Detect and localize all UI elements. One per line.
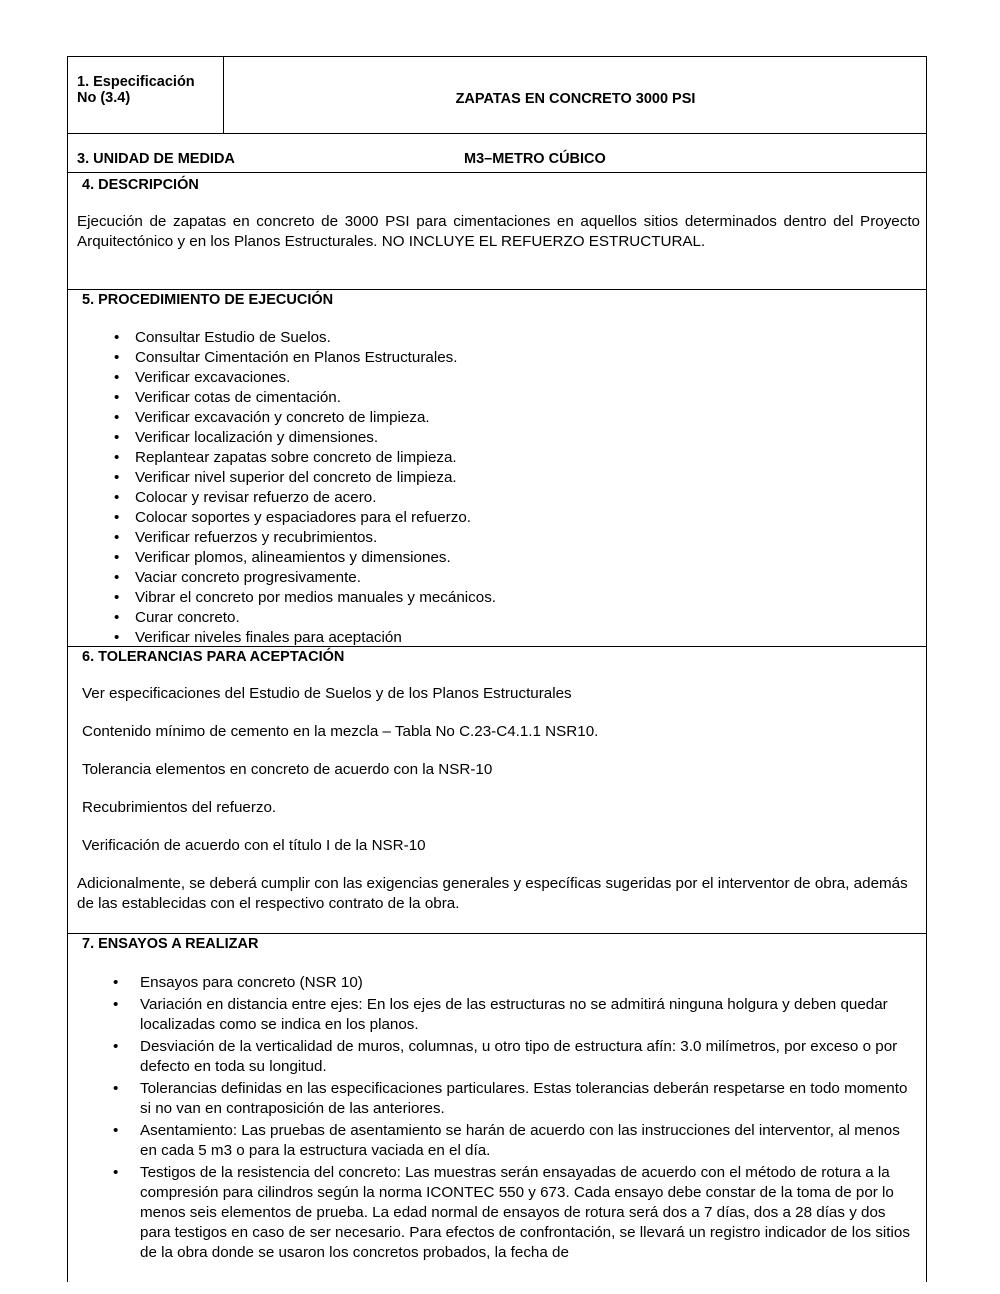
list-item: • Verificar cotas de cimentación.	[68, 388, 908, 408]
tolerancia-line: Contenido mínimo de cemento en la mezcla – Tabla No C.23-C4.1.1 NSR10.	[82, 723, 599, 740]
list-item: • Tolerancias definidas en las especificaciones particulares. Estas tolerancias deberán respetarse en todo momento si no van en contraposición de las anteriores.	[68, 1079, 920, 1119]
list-item: • Replantear zapatas sobre concreto de limpieza.	[68, 448, 908, 468]
row-divider-tolerancias	[68, 933, 926, 934]
list-item: • Verificar niveles finales para aceptación	[68, 628, 908, 648]
list-item: • Verificar refuerzos y recubrimientos.	[68, 528, 908, 548]
row-divider-unidad	[68, 172, 926, 173]
list-item: • Asentamiento: Las pruebas de asentamiento se harán de acuerdo con las instrucciones del interventor, al menos en cada 5 m3 o para la estructura vaciada en el día.	[68, 1121, 920, 1161]
list-item: • Desviación de la verticalidad de muros, columnas, u otro tipo de estructura afín: 3.0 milímetros, por exceso o por defecto en toda su longitud.	[68, 1037, 920, 1077]
list-item: • Verificar localización y dimensiones.	[68, 428, 908, 448]
list-item: • Testigos de la resistencia del concreto: Las muestras serán ensayadas de acuerdo con el método de rotura a la compresión para cilindros según la norma ICONTEC 550 y 673. Cada ensayo debe constar de la toma de por lo menos seis elementos de prueba. La edad normal de ensayos de rotura será dos a 7 días, dos a 28 días y dos para testigos en caso de ser necesario. Para efectos de confrontación, se llevará un registro indicador de los sitios de la obra donde se usaron los concretos probados, la fecha de	[68, 1163, 920, 1263]
procedimiento-list	[68, 328, 908, 648]
unidad-value: M3–METRO CÚBICO	[464, 151, 606, 167]
descripcion-heading: 4. DESCRIPCIÓN	[82, 177, 199, 193]
descripcion-text: Ejecución de zapatas en concreto de 3000 PSI para cimentaciones en aquellos sitios determinados dentro del Proyecto Arquitectónico y en los Planos Estructurales. NO INCLUYE EL REFUERZO ESTRUCTURAL.	[77, 213, 920, 250]
tolerancia-line: Ver especificaciones del Estudio de Suelos y de los Planos Estructurales	[82, 685, 572, 702]
list-item: • Ensayos para concreto (NSR 10)	[68, 973, 920, 993]
list-item: • Curar concreto.	[68, 608, 908, 628]
spec-table	[67, 56, 927, 1282]
list-item: • Colocar y revisar refuerzo de acero.	[68, 488, 908, 508]
list-item: • Verificar excavación y concreto de limpieza.	[68, 408, 908, 428]
tolerancia-line: Recubrimientos del refuerzo.	[82, 799, 277, 816]
list-item: • Variación en distancia entre ejes: En los ejes de las estructuras no se admitirá ninguna holgura y deben quedar localizadas como se indica en los planos.	[68, 995, 920, 1035]
tolerancias-closing: Adicionalmente, se deberá cumplir con las exigencias generales y específicas sugeridas por el interventor de obra, además de las establecidas con el respectivo contrato de la obra.	[77, 875, 908, 912]
list-item: • Verificar plomos, alineamientos y dimensiones.	[68, 548, 908, 568]
spec-title: ZAPATAS EN CONCRETO 3000 PSI	[455, 91, 696, 107]
list-item: • Vibrar el concreto por medios manuales y mecánicos.	[68, 588, 908, 608]
row-divider-descripcion	[68, 289, 926, 290]
unidad-label: 3. UNIDAD DE MEDIDA	[77, 151, 235, 167]
list-item: • Colocar soportes y espaciadores para el refuerzo.	[68, 508, 908, 528]
tolerancia-line: Verificación de acuerdo con el título I de la NSR-10	[82, 837, 426, 854]
list-item: • Verificar nivel superior del concreto de limpieza.	[68, 468, 908, 488]
list-item: • Consultar Cimentación en Planos Estructurales.	[68, 348, 908, 368]
spec-number-label: 1. Especificación No (3.4)	[77, 74, 195, 106]
tolerancia-line: Tolerancia elementos en concreto de acuerdo con la NSR-10	[82, 761, 493, 778]
row-divider-header	[68, 133, 926, 134]
list-item: • Verificar excavaciones.	[68, 368, 908, 388]
list-item: • Consultar Estudio de Suelos.	[68, 328, 908, 348]
list-item: • Vaciar concreto progresivamente.	[68, 568, 908, 588]
procedimiento-heading: 5. PROCEDIMIENTO DE EJECUCIÓN	[82, 292, 334, 308]
tolerancias-heading: 6. TOLERANCIAS PARA ACEPTACIÓN	[82, 649, 345, 665]
ensayos-heading: 7. ENSAYOS A REALIZAR	[82, 936, 259, 952]
ensayos-list	[68, 973, 920, 1263]
